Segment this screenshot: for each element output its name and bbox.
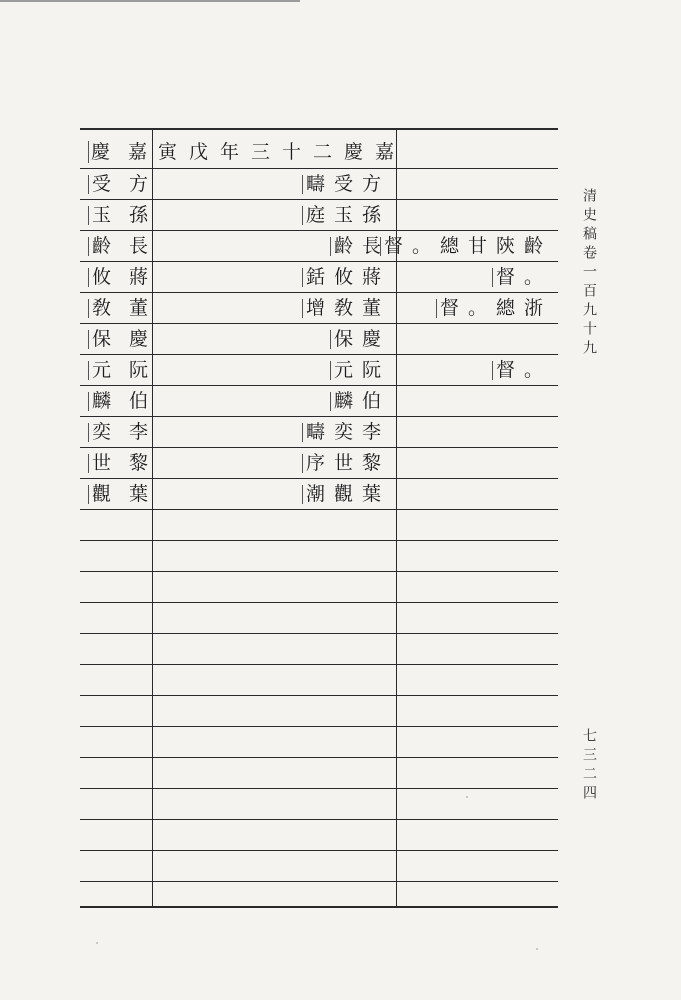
header-col2-text: 寅戊年三十二慶嘉 [158,140,407,163]
name-cell [88,293,155,324]
row-rule [80,850,558,851]
year-cell-text: 序世黎 [302,454,390,473]
name-cell [88,200,155,231]
office-cell-text: 督。總甘陝齡 [380,237,552,256]
name-cell [88,324,155,355]
name-cell [88,231,155,262]
row-rule [80,757,558,758]
year-cell [158,231,390,262]
year-cell [158,417,390,448]
row-rule [80,788,558,789]
year-cell [158,262,390,293]
year-cell-text: 增敎董 [302,299,390,318]
name-cell-text: 受 方 [88,175,154,194]
name-cell-text: 保 慶 [88,330,154,349]
year-cell [158,355,390,386]
scan-speck [96,942,98,944]
office-cell-text: 督。總浙 [436,299,552,318]
name-cell [88,262,155,293]
header-col1 [88,136,154,167]
name-cell [88,386,155,417]
name-cell-text: 奕 李 [88,423,154,442]
year-cell-text: 潮觀葉 [302,485,390,504]
year-cell-text: 齡長 [330,237,390,256]
name-cell-text: 敎 董 [88,299,154,318]
name-cell-text: 攸 蔣 [88,268,154,287]
row-rule [80,664,558,665]
name-cell [88,169,155,200]
name-cell-text: 世 黎 [88,454,154,473]
header-col1-text: 慶 嘉 [88,141,155,163]
office-cell [402,293,552,324]
name-cell-text: 元 阮 [88,361,154,380]
name-cell-text: 觀 葉 [88,485,154,504]
name-cell [88,417,155,448]
year-cell [158,448,390,479]
year-cell-text: 麟伯 [330,392,390,411]
row-rule [80,819,558,820]
row-rule [80,633,558,634]
office-cell-text: 督。 [492,268,552,287]
scan-speck [536,948,538,950]
year-cell-text: 元阮 [330,361,390,380]
row-rule [80,695,558,696]
page-number: 七三二四 [581,728,597,804]
name-cell [88,355,155,386]
row-rule [80,602,558,603]
year-cell [158,479,390,510]
office-cell [402,262,552,293]
year-cell-text: 保慶 [330,330,390,349]
name-cell [88,448,155,479]
office-cell-text: 督。 [492,361,552,380]
side-title: 清史稿卷一百九十九 [581,188,597,359]
header-col2 [158,136,407,167]
office-cell [383,231,552,262]
row-rule [80,571,558,572]
row-rule [80,540,558,541]
name-cell-text: 齡 長 [88,237,154,256]
year-cell-text: 疇受方 [302,175,390,194]
table-bottom-rule [80,906,558,908]
name-cell [88,479,155,510]
year-cell-text: 疇奕李 [302,423,390,442]
year-cell [158,200,390,231]
year-cell [158,324,390,355]
name-cell-text: 麟 伯 [88,392,154,411]
row-rule [80,881,558,882]
name-cell-text: 玉 孫 [88,206,154,225]
office-cell [402,355,552,386]
scan-speck [466,796,468,798]
year-cell [158,169,390,200]
scan-top-line [0,0,300,2]
row-rule [80,726,558,727]
year-cell [158,293,390,324]
year-cell-text: 銛攸蔣 [302,268,390,287]
year-cell-text: 庭玉孫 [302,206,390,225]
year-cell [158,386,390,417]
